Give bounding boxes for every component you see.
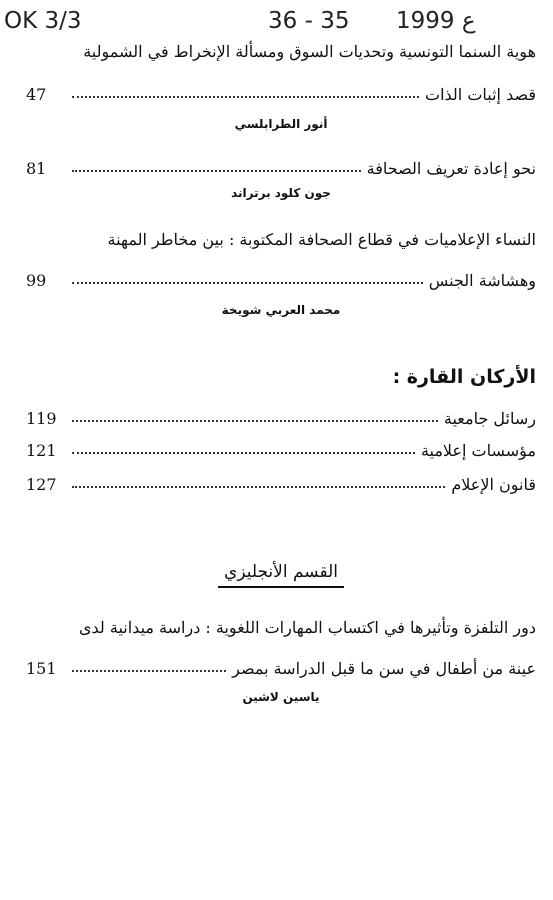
toc-entry-3-page: 99 bbox=[26, 271, 47, 290]
fixed-item-3-page: 127 bbox=[26, 475, 57, 494]
english-entry-title-line-2: عينة من أطفال في سن ما قبل الدراسة بمصر bbox=[232, 659, 536, 678]
toc-entry-1-title-line-2: قصد إثبات الذات bbox=[425, 85, 536, 104]
dot-leader bbox=[72, 169, 361, 172]
fixed-item-2-page: 121 bbox=[26, 441, 57, 460]
dot-leader bbox=[72, 485, 445, 488]
toc-entry-2-page: 81 bbox=[26, 159, 47, 178]
fixed-item-1-title: رسائل جامعية bbox=[443, 409, 536, 428]
dot-leader bbox=[72, 419, 438, 422]
dot-leader bbox=[72, 451, 415, 454]
toc-entry-1-title-line-1: هوية السنما التونسية وتحديات السوق ومسألة الإنخراط في الشمولية bbox=[83, 42, 536, 61]
toc-entry-3-line bbox=[26, 262, 536, 290]
toc-entry-2-author: جون كلود برتراند bbox=[231, 186, 331, 200]
fixed-item-2-line bbox=[26, 432, 536, 460]
dot-leader bbox=[72, 95, 419, 98]
dot-leader bbox=[72, 669, 226, 672]
fixed-item-1-line bbox=[26, 400, 536, 428]
fixed-item-1-page: 119 bbox=[26, 409, 57, 428]
fixed-item-2-title: مؤسسات إعلامية bbox=[420, 441, 536, 460]
fixed-sections-heading: الأركان القارة : bbox=[392, 366, 536, 388]
toc-entry-2-title: نحو إعادة تعريف الصحافة bbox=[366, 159, 536, 178]
handwritten-note-left: OK 3/3 bbox=[4, 8, 82, 34]
toc-entry-1-page: 47 bbox=[26, 85, 47, 104]
english-section-title bbox=[26, 562, 536, 588]
dot-leader bbox=[72, 281, 423, 284]
handwritten-note-pages: 36 - 35 bbox=[268, 8, 350, 34]
english-section-title-text: القسم الأنجليزي bbox=[218, 562, 344, 588]
fixed-item-3-line bbox=[26, 466, 536, 494]
toc-entry-3-title-line-2: وهشاشة الجنس bbox=[428, 271, 536, 290]
english-entry-page: 151 bbox=[26, 659, 57, 678]
english-entry-line bbox=[26, 650, 536, 678]
fixed-item-3-title: قانون الإعلام bbox=[451, 475, 536, 494]
toc-entry-3-title-line-1: النساء الإعلاميات في قطاع الصحافة المكتوبة : بين مخاطر المهنة bbox=[107, 230, 536, 249]
toc-entry-1-line bbox=[26, 76, 536, 104]
toc-entry-3-author: محمد العربي شويخة bbox=[221, 303, 341, 317]
english-entry-title-line-1: دور التلفزة وتأثيرها في اكتساب المهارات اللغوية : دراسة ميدانية لدى bbox=[78, 618, 536, 637]
toc-entry-1-author: أنور الطرابلسي bbox=[234, 117, 328, 131]
handwritten-note-issue: ع 1999 bbox=[396, 8, 476, 34]
english-entry-author: ياسين لاشين bbox=[242, 690, 320, 704]
toc-entry-2-line bbox=[26, 150, 536, 178]
